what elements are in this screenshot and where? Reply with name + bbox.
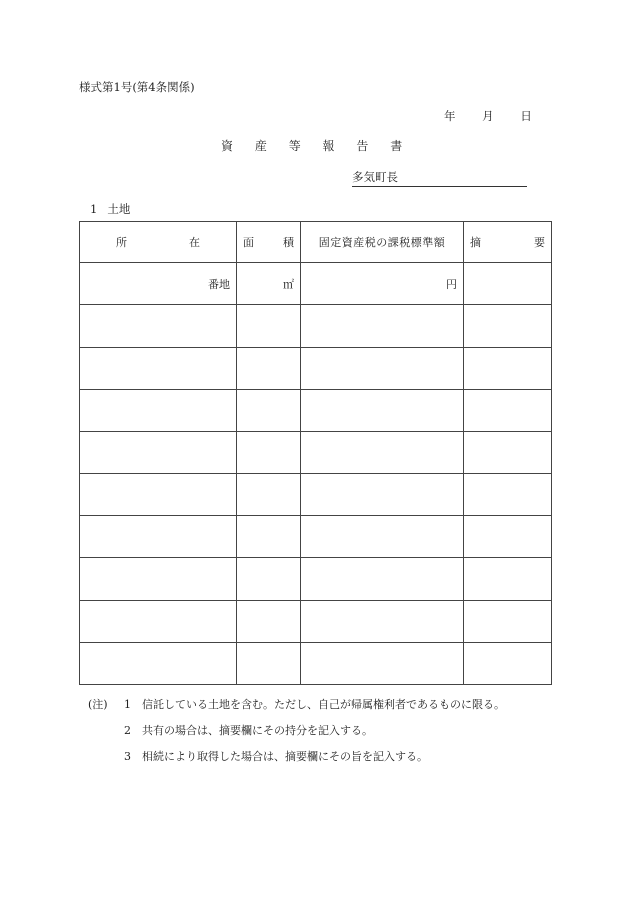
cell-tax-value[interactable] bbox=[301, 558, 464, 600]
note-item: 3 相続により取得した場合は、摘要欄にその旨を記入する。 bbox=[124, 750, 428, 763]
form-number: 様式第1号(第4条関係) bbox=[79, 80, 195, 94]
section-number: 1 bbox=[90, 202, 98, 216]
document-title bbox=[221, 137, 420, 154]
cell-area[interactable] bbox=[237, 474, 301, 516]
header-location: 所 在 bbox=[80, 222, 237, 263]
cell-location[interactable] bbox=[80, 389, 237, 431]
cell-area[interactable] bbox=[237, 305, 301, 347]
cell-location[interactable] bbox=[80, 347, 237, 389]
cell-area[interactable] bbox=[237, 558, 301, 600]
cell-tax-value[interactable] bbox=[301, 642, 464, 684]
cell-tax-value[interactable] bbox=[301, 347, 464, 389]
note-item: (注) 1 信託している土地を含む。ただし、自己が帰属権利者であるものに限る。 bbox=[88, 692, 505, 718]
title-char: 資 bbox=[221, 139, 234, 153]
cell-area[interactable] bbox=[237, 347, 301, 389]
title-char: 告 bbox=[356, 139, 369, 153]
section-heading bbox=[90, 201, 130, 217]
cell-remarks[interactable] bbox=[464, 389, 552, 431]
cell-location[interactable] bbox=[80, 516, 237, 558]
date-line bbox=[444, 108, 532, 124]
cell-tax-value[interactable] bbox=[301, 600, 464, 642]
title-char: 書 bbox=[390, 139, 403, 153]
date-year-label: 年 bbox=[444, 109, 456, 123]
cell-location[interactable] bbox=[80, 642, 237, 684]
cell-remarks[interactable] bbox=[464, 516, 552, 558]
table-row bbox=[80, 516, 552, 558]
cell-tax-value[interactable] bbox=[301, 389, 464, 431]
table-row bbox=[80, 389, 552, 431]
table-row bbox=[80, 474, 552, 516]
cell-location[interactable] bbox=[80, 431, 237, 473]
date-month-label: 月 bbox=[482, 109, 494, 123]
section-label: 土地 bbox=[107, 202, 131, 216]
cell-remarks[interactable] bbox=[464, 347, 552, 389]
cell-location[interactable] bbox=[80, 558, 237, 600]
cell-tax-value[interactable] bbox=[301, 431, 464, 473]
header-remarks: 摘 要 bbox=[464, 222, 552, 263]
unit-tax-value[interactable]: 円 bbox=[301, 263, 464, 305]
cell-remarks[interactable] bbox=[464, 474, 552, 516]
cell-remarks[interactable] bbox=[464, 431, 552, 473]
notes bbox=[88, 692, 505, 770]
cell-location[interactable] bbox=[80, 600, 237, 642]
date-day-label: 日 bbox=[520, 109, 532, 123]
cell-area[interactable] bbox=[237, 431, 301, 473]
cell-area[interactable] bbox=[237, 642, 301, 684]
cell-area[interactable] bbox=[237, 389, 301, 431]
cell-location[interactable] bbox=[80, 474, 237, 516]
cell-tax-value[interactable] bbox=[301, 474, 464, 516]
note-tag: (注) bbox=[88, 698, 108, 711]
table-row-units bbox=[80, 263, 552, 305]
cell-tax-value[interactable] bbox=[301, 305, 464, 347]
cell-remarks[interactable] bbox=[464, 642, 552, 684]
title-char: 産 bbox=[254, 139, 267, 153]
unit-location[interactable]: 番地 bbox=[80, 263, 237, 305]
cell-area[interactable] bbox=[237, 600, 301, 642]
cell-remarks[interactable] bbox=[464, 558, 552, 600]
cell-location[interactable] bbox=[80, 305, 237, 347]
unit-remarks[interactable] bbox=[464, 263, 552, 305]
header-area: 面 積 bbox=[237, 222, 301, 263]
note-item: 2 共有の場合は、摘要欄にその持分を記入する。 bbox=[124, 724, 373, 737]
addressee: 多気町長 bbox=[352, 169, 527, 187]
cell-area[interactable] bbox=[237, 516, 301, 558]
title-char: 等 bbox=[288, 139, 301, 153]
header-tax-value: 固定資産税の課税標準額 bbox=[301, 222, 464, 263]
unit-area[interactable]: ㎡ bbox=[237, 263, 301, 305]
table-header-row bbox=[80, 222, 552, 263]
cell-remarks[interactable] bbox=[464, 305, 552, 347]
cell-tax-value[interactable] bbox=[301, 516, 464, 558]
table-row bbox=[80, 347, 552, 389]
table-row bbox=[80, 558, 552, 600]
table-row bbox=[80, 431, 552, 473]
table-row bbox=[80, 305, 552, 347]
land-table bbox=[79, 221, 552, 685]
table-row bbox=[80, 642, 552, 684]
cell-remarks[interactable] bbox=[464, 600, 552, 642]
table-row bbox=[80, 600, 552, 642]
title-char: 報 bbox=[322, 139, 335, 153]
